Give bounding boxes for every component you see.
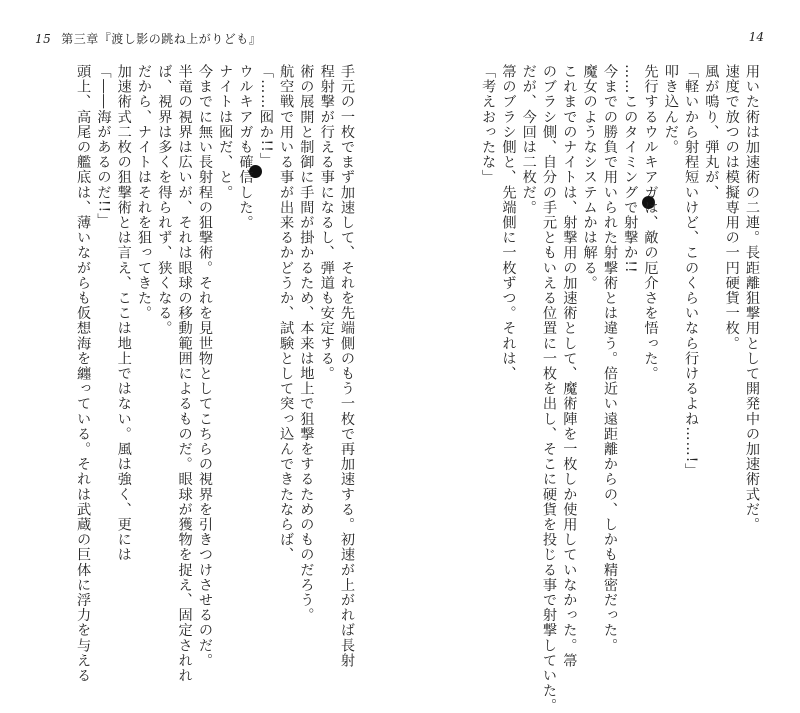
text-line: 今までの勝負で用いられた射撃術とは違う。倍近い遠距離からの、しかも精密だった。 [601,64,618,653]
text-line: 手元の一枚でまず加速して、それを先端側のもう一枚で再加速する。初速が上がれば長射 [339,64,355,668]
text-line: 今までに無い長射程の狙撃術。それを見世物としてこちらの視界を引きつけさせるのだ。 [196,64,213,668]
text-line: 「……囮か!!」 [257,64,274,168]
text-line: 加速術式二枚の狙撃術とは言え、ここは地上ではない。風は強く、更には [115,64,132,563]
text-line: 先行するウルキアガは、敵の厄介さを悟った。 [642,64,659,382]
text-line: 魔女のようなシステムかは解る。 [581,64,598,291]
text-line: これまでのナイトは、射撃用の加速術として、魔術陣を一枚しか使用していなかった。箒 [561,64,578,668]
running-header [35,30,261,47]
text-line: ……このタイミングで射撃か!! [622,64,639,274]
text-line: 「――海があるのだ!!」 [95,64,112,229]
right-page-text [478,64,762,713]
text-line: ば、視界は多くを得られず、狭くなる。 [156,64,173,336]
text-line: だが、今回は二枚だ。 [520,64,537,215]
text-line: 航空戦で用いる事が出来るかどうか、試験として突っ込んできたならば、 [278,64,295,563]
text-line: ナイトは囮だ、と。 [217,64,234,200]
text-line: 速度で放つのは模擬専用の一円硬貨一枚。 [723,64,740,351]
text-line: 用いた術は加速術の二連。長距離狙撃用として開発中の加速術式だ。 [744,64,760,533]
page-number-right: 14 [748,30,764,44]
text-line: だから、ナイトはそれを狙ってきた。 [136,64,153,321]
text-line: 程射撃が行える事になるし、弾道も安定する。 [318,64,335,382]
text-line: 半竜の視界は広いが、それは眼球の移動範囲によるものだ。眼球が獲物を捉え、固定されれ [176,64,193,684]
text-line: 箒のブラシ側と、先端側に一枚ずつ。それは、 [500,64,517,382]
text-line: 風が鳴り、弾丸が、 [703,64,720,200]
text-line: 「軽いから射程短いけど、このくらいなら行けるよね……!」 [683,64,700,479]
chapter-title: 第三章『渡し影の跳ね上がりども』 [61,32,262,46]
text-line: 術の展開と制御に手間が掛かるため、本来は地上で狙撃をするためのものだろう。 [298,64,315,623]
left-page-text [73,64,357,684]
text-line: ウルキアガも確信した。 [237,64,254,231]
left-page [0,0,400,684]
text-line: のブラシ側、自分の手元ともいえる位置に一枚を出し、そこに硬貨を投じる事で射撃していた。 [541,64,558,713]
page-number-left: 15 [35,32,52,46]
text-line: 「考えおったな」 [480,64,497,185]
text-line: 叩き込んだ。 [662,64,679,155]
text-line: 頭上、高尾の艦底は、薄いながらも仮想海を纏っている。それは武蔵の巨体に浮力を与える [75,64,92,684]
right-page [400,0,800,713]
